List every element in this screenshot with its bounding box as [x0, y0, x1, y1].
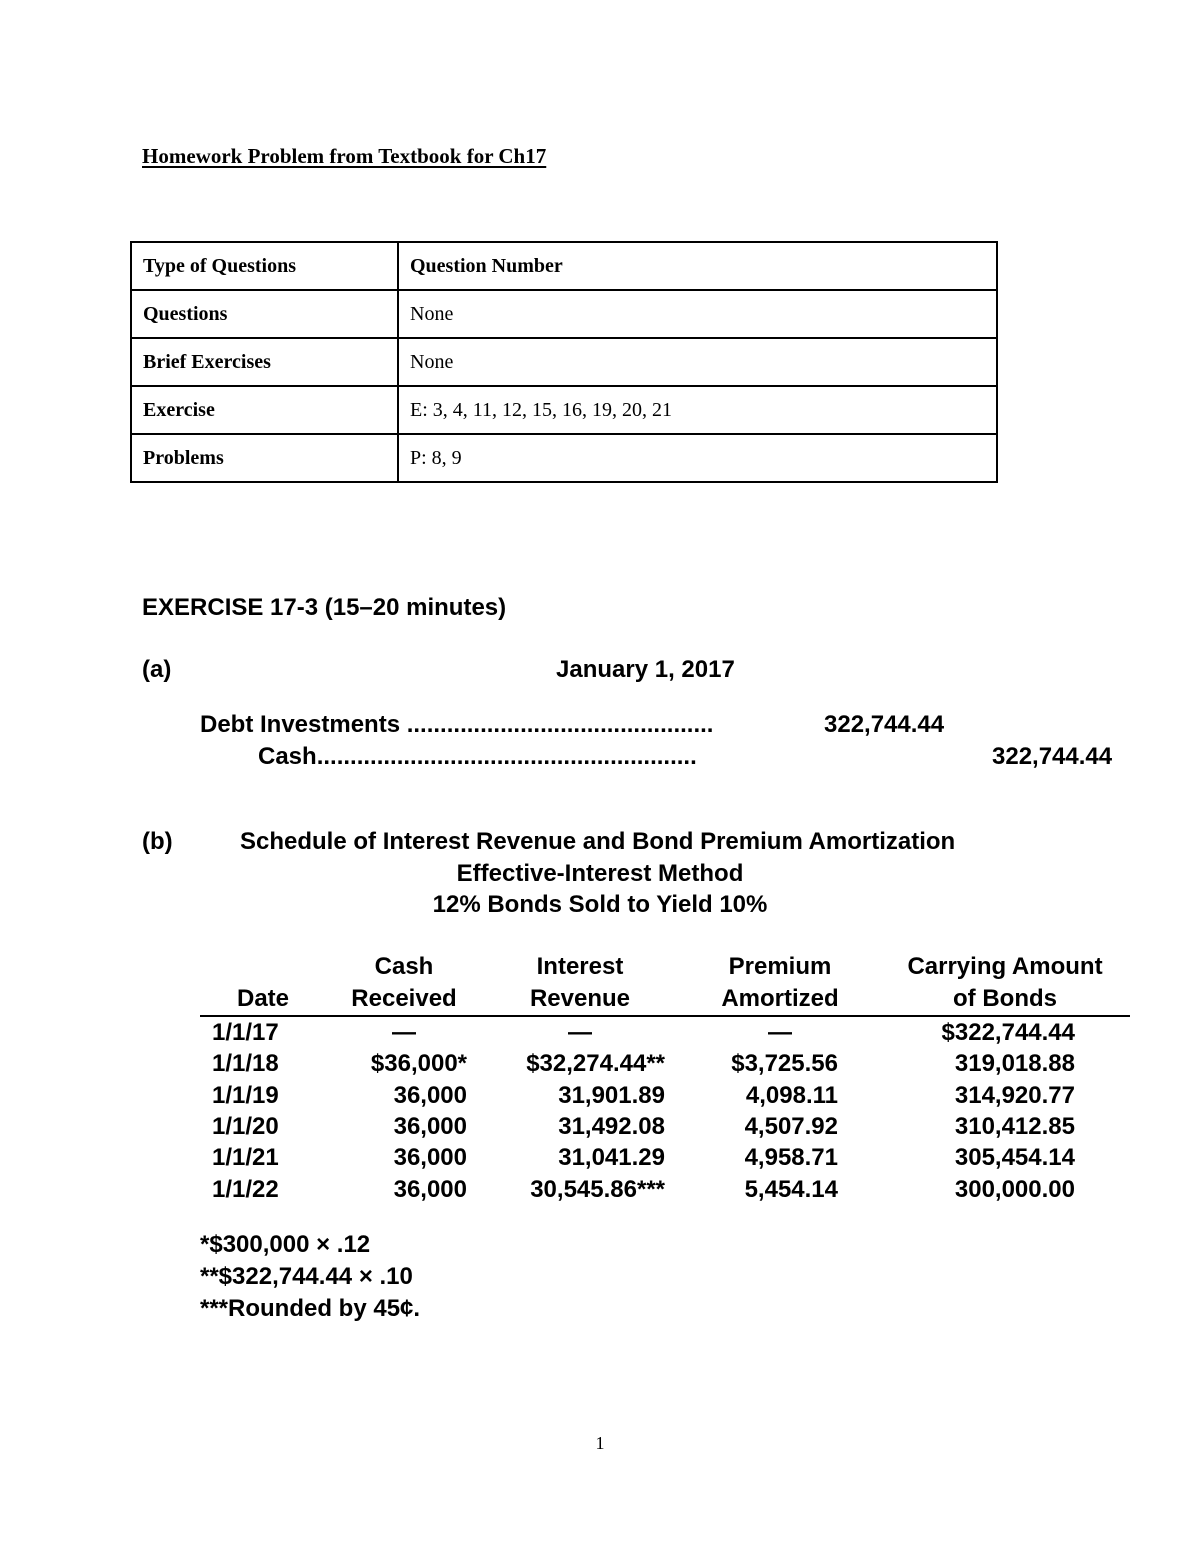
- table-cell: Exercise: [131, 386, 398, 434]
- schedule-column-header: Carrying Amount: [907, 953, 1103, 980]
- schedule-column-header: Cash: [374, 953, 434, 980]
- schedule-date-cell: 1/1/18: [212, 1050, 279, 1078]
- schedule-cell: $32,274.44**: [526, 1050, 665, 1078]
- schedule-column-header: Date: [236, 985, 290, 1012]
- schedule-date-cell: 1/1/19: [212, 1081, 279, 1109]
- debit-amount: 322,744.44: [824, 711, 945, 738]
- schedule-cell: 36,000: [393, 1144, 467, 1172]
- schedule-cell: $3,725.56: [731, 1050, 838, 1078]
- schedule-column-header: Premium: [728, 953, 832, 980]
- table-cell: None: [398, 290, 997, 338]
- schedule-cell: —: [568, 1019, 592, 1046]
- table-cell: P: 8, 9: [398, 434, 997, 482]
- schedule-subtitle: 12% Bonds Sold to Yield 10%: [432, 891, 768, 918]
- footnote: *$300,000 × .12: [200, 1231, 371, 1258]
- schedule-date-cell: 1/1/20: [212, 1112, 279, 1140]
- column-header: Type of Questions: [131, 242, 398, 290]
- page-number: 1: [595, 1433, 605, 1453]
- credit-amount: 322,744.44: [992, 743, 1113, 770]
- footnote: **$322,744.44 × .10: [200, 1263, 413, 1290]
- schedule-column-header: Revenue: [529, 985, 631, 1012]
- schedule-cell: 5,454.14: [744, 1175, 838, 1203]
- table-cell: Brief Exercises: [131, 338, 398, 386]
- schedule-cell: 4,507.92: [744, 1112, 838, 1140]
- footnote: ***Rounded by 45¢.: [200, 1295, 421, 1322]
- part-b-label: (b): [142, 828, 173, 855]
- schedule-cell: 31,901.89: [558, 1081, 665, 1109]
- schedule-cell: $322,744.44: [941, 1019, 1075, 1046]
- schedule-cell: 310,412.85: [954, 1112, 1075, 1140]
- schedule-cell: —: [768, 1019, 792, 1046]
- schedule-column-header: Interest: [536, 953, 624, 980]
- schedule-cell: 4,098.11: [745, 1081, 838, 1109]
- column-header: Question Number: [398, 242, 997, 290]
- schedule-title: Schedule of Interest Revenue and Bond Premium Amortization: [240, 828, 956, 855]
- schedule-date-cell: 1/1/21: [212, 1144, 279, 1172]
- table-cell: None: [398, 338, 997, 386]
- schedule-column-header: Received: [351, 985, 457, 1012]
- schedule-cell: 31,492.08: [558, 1112, 665, 1140]
- schedule-cell: 305,454.14: [954, 1144, 1075, 1172]
- schedule-cell: 314,920.77: [954, 1081, 1075, 1109]
- credit-account: Cash.........................................................: [258, 743, 697, 770]
- table-cell: E: 3, 4, 11, 12, 15, 16, 19, 20, 21: [398, 386, 997, 434]
- schedule-cell: 300,000.00: [954, 1175, 1075, 1203]
- schedule-cell: 4,958.71: [744, 1144, 838, 1172]
- schedule-cell: 36,000: [393, 1081, 467, 1109]
- schedule-cell: 30,545.86***: [530, 1175, 665, 1203]
- schedule-subtitle: Effective-Interest Method: [456, 860, 744, 887]
- page-title: Homework Problem from Textbook for Ch17: [142, 144, 547, 168]
- schedule-column-header: of Bonds: [953, 985, 1057, 1012]
- schedule-cell: 36,000: [393, 1175, 467, 1203]
- table-cell: Problems: [131, 434, 398, 482]
- schedule-cell: 31,041.29: [558, 1144, 665, 1172]
- schedule-column-header: Amortized: [721, 985, 839, 1012]
- schedule-date-cell: 1/1/22: [212, 1175, 279, 1203]
- journal-entry-date: January 1, 2017: [556, 656, 735, 683]
- debit-account: Debt Investments ..............................................: [200, 711, 714, 738]
- schedule-date-cell: 1/1/17: [212, 1019, 279, 1046]
- exercise-heading: EXERCISE 17-3 (15–20 minutes): [142, 594, 507, 621]
- part-a-label: (a): [142, 656, 172, 683]
- table-cell: Questions: [131, 290, 398, 338]
- schedule-cell: 36,000: [393, 1112, 467, 1140]
- schedule-cell: $36,000*: [370, 1050, 467, 1078]
- schedule-cell: —: [392, 1019, 416, 1046]
- schedule-cell: 319,018.88: [954, 1050, 1075, 1078]
